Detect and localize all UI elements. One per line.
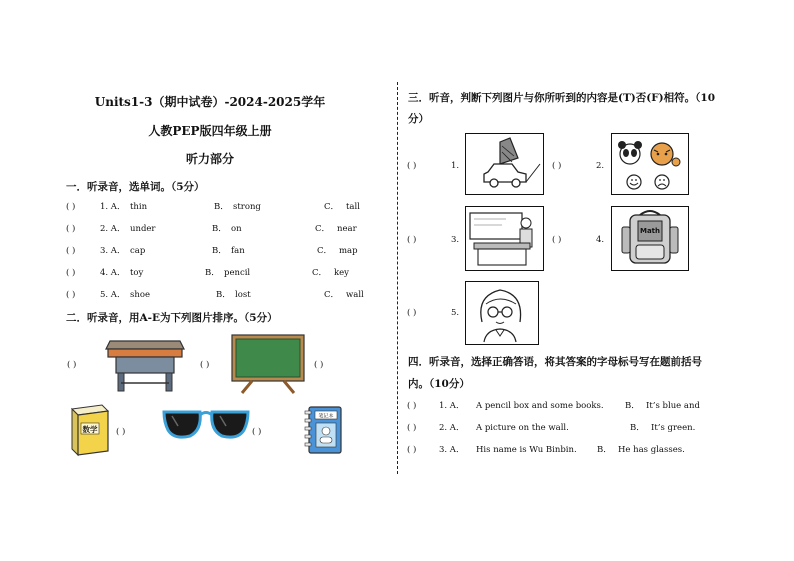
answer-blank[interactable]: ( )	[407, 161, 417, 171]
teacher-desk-picture	[466, 207, 542, 269]
answer-blank[interactable]: ( )	[66, 246, 76, 256]
question-number: 2. A．	[100, 224, 126, 234]
option-a: cap	[130, 246, 146, 256]
option-a: under	[130, 224, 156, 234]
option-b: strong	[233, 202, 261, 212]
option-b-label: B．	[212, 246, 227, 256]
book-title: 数学	[82, 425, 98, 434]
exam-part-title: 听力部分	[185, 152, 234, 166]
question-number: 3. A．	[100, 246, 126, 256]
answer-blank[interactable]: ( )	[407, 445, 417, 455]
question-number: 5.	[451, 308, 460, 318]
answer-blank[interactable]: ( )	[66, 202, 76, 212]
question-number: 1. A．	[100, 202, 126, 212]
section3-heading-cont: 分）	[408, 113, 429, 125]
option-b: fan	[231, 246, 245, 256]
picture-box-3	[465, 206, 544, 271]
desk-picture	[104, 337, 186, 393]
question-number: 3.	[451, 235, 460, 245]
section3-heading: 三．听音，判断下列图片与你所听到的内容是(T)否(F)相符。（10	[408, 92, 716, 104]
option-c-label: C．	[317, 246, 333, 256]
option-b-label: B．	[597, 445, 612, 455]
option-c-label: C．	[324, 202, 340, 212]
option-b: lost	[235, 290, 251, 300]
option-b: pencil	[224, 268, 251, 278]
option-a: thin	[130, 202, 148, 212]
answer-blank[interactable]: ( )	[200, 360, 210, 370]
option-c: key	[334, 268, 349, 278]
question-number: 4. A．	[100, 268, 126, 278]
section2-heading: 二．听录音，用A-E为下列图片排序。（5分）	[66, 312, 278, 324]
option-c-label: C．	[315, 224, 331, 234]
option-c-label: C．	[312, 268, 328, 278]
exam-title: Units1-3（期中试卷）-2024-2025学年	[94, 95, 326, 109]
option-b: He has glasses.	[618, 445, 685, 455]
answer-blank[interactable]: ( )	[314, 360, 324, 370]
section1-heading: 一．听录音，选单词。（5分）	[66, 181, 205, 193]
question-number: 5. A．	[100, 290, 126, 300]
answer-blank[interactable]: ( )	[552, 235, 562, 245]
sunglasses-picture	[160, 406, 252, 446]
answer-blank[interactable]: ( )	[66, 268, 76, 278]
answer-blank[interactable]: ( )	[66, 224, 76, 234]
option-b-label: B．	[625, 401, 640, 411]
panda-tiger-picture	[612, 134, 687, 193]
answer-blank[interactable]: ( )	[66, 290, 76, 300]
answer-blank[interactable]: ( )	[407, 235, 417, 245]
question-number: 2. A．	[439, 423, 465, 433]
option-a: toy	[130, 268, 144, 278]
section4-heading-cont: 内。（10分）	[408, 378, 470, 390]
answer-blank[interactable]: ( )	[407, 423, 417, 433]
exam-subtitle: 人教PEP版四年级上册	[148, 124, 272, 138]
option-c: tall	[346, 202, 360, 212]
answer-blank[interactable]: ( )	[116, 427, 126, 437]
math-book-label: Math	[639, 227, 661, 235]
option-c: near	[337, 224, 357, 234]
option-c: map	[339, 246, 358, 256]
answer-blank[interactable]: ( )	[252, 427, 262, 437]
answer-blank[interactable]: ( )	[552, 161, 562, 171]
option-b-label: B．	[630, 423, 645, 433]
question-number: 1.	[451, 161, 460, 171]
schoolbag-picture	[612, 207, 687, 269]
math-book-picture	[68, 403, 112, 457]
option-b-label: B．	[205, 268, 220, 278]
question-number: 4.	[596, 235, 605, 245]
picture-box-5	[465, 281, 539, 345]
option-c-label: C．	[324, 290, 340, 300]
question-number: 1. A．	[439, 401, 465, 411]
notebook-picture	[303, 405, 345, 455]
option-b-label: B．	[212, 224, 227, 234]
section4-heading: 四．听录音，选择正确答语，将其答案的字母标号写在题前括号	[408, 356, 702, 368]
option-a: His name is Wu Binbin.	[476, 445, 577, 455]
girl-with-glasses-picture	[466, 282, 537, 343]
question-number: 2.	[596, 161, 605, 171]
option-a: A picture on the wall.	[476, 423, 569, 433]
answer-blank[interactable]: ( )	[407, 308, 417, 318]
option-a: A pencil box and some books.	[476, 401, 604, 411]
question-number: 3. A．	[439, 445, 465, 455]
option-b: It’s blue and	[646, 401, 700, 411]
picture-box-4	[611, 206, 689, 271]
column-divider	[397, 82, 398, 474]
car-under-hat-picture	[466, 134, 542, 193]
picture-box-2	[611, 133, 689, 195]
notebook-label: 笔记本	[318, 413, 334, 420]
picture-box-1	[465, 133, 544, 195]
option-b-label: B．	[216, 290, 231, 300]
option-b: It’s green.	[651, 423, 696, 433]
option-c: wall	[346, 290, 364, 300]
answer-blank[interactable]: ( )	[67, 360, 77, 370]
blackboard-picture	[230, 333, 306, 395]
answer-blank[interactable]: ( )	[407, 401, 417, 411]
option-b: on	[231, 224, 242, 234]
option-a: shoe	[130, 290, 150, 300]
option-b-label: B．	[214, 202, 229, 212]
